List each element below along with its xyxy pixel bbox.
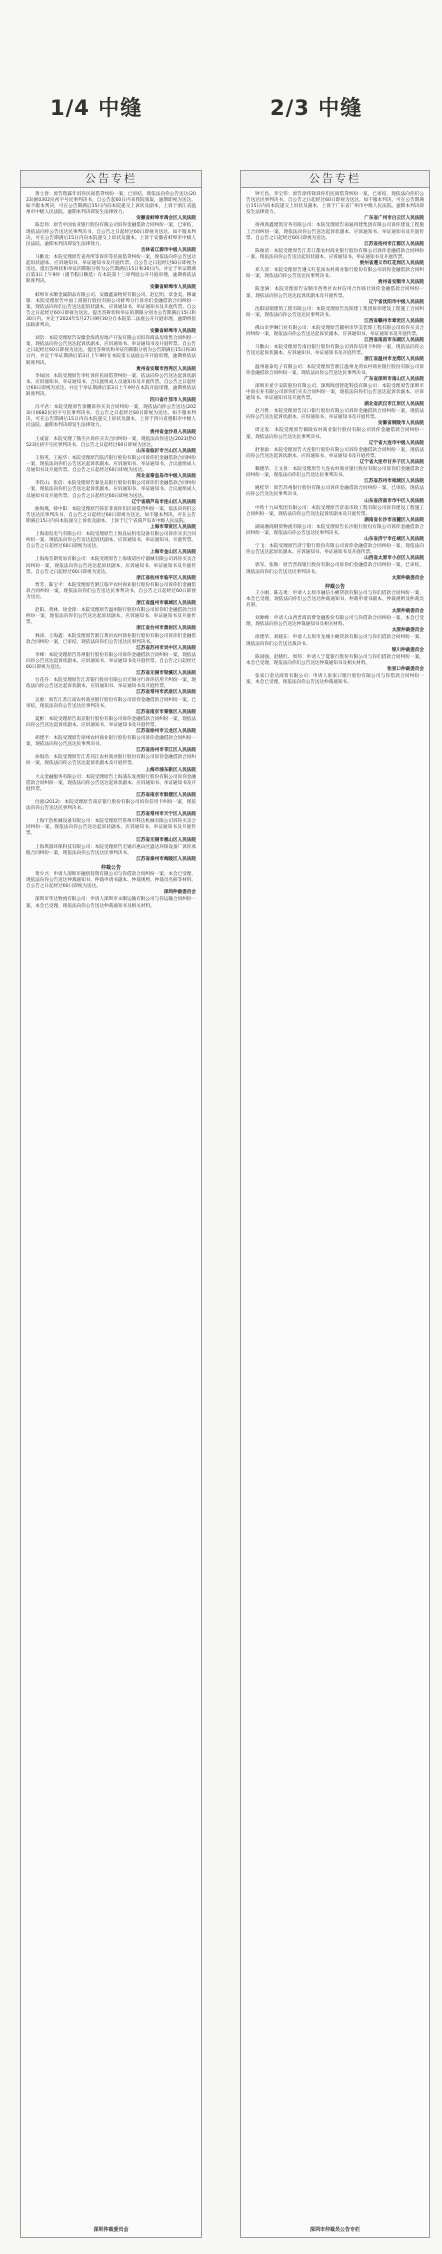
- notice-court-signature: 贵州省安顺市人民法院: [378, 280, 424, 286]
- notice-entry: 孙海浩：本院受理原告江苏邗江农村商业银行股份有限公司诉你金融借款合同纠纷一案，现依法向你公告送达起诉状副本及开庭传票。: [26, 755, 196, 767]
- notice-entry: 邓久清：本院受理原告遵义红花岗农村商业银行股份有限公司诉你金融借款合同纠纷一案，现依法向你公告送达民事判决书。: [246, 268, 424, 280]
- notice-entry: 徐建华、刘晓东：申请人太原市龙城小额贷款有限公司与你们借款合同纠纷一案，现依法向你们公告送达裁决书。: [246, 635, 424, 647]
- notice-court-signature: 贵州省安顺市西秀区人民法院: [136, 366, 196, 372]
- notice-entry: 扬州鸿鑫建筑劳务有限公司：本院受理原告南通四建集团有限公司诉你建设工程施工合同纠纷一案，现依法向你公告送达起诉状副本、应诉通知书、举证通知书及开庭传票。自公告之日起经过60日即视为送达。: [246, 223, 424, 241]
- notice-entry: 冯平君：本院受理原告余鹏诉你买卖合同纠纷一案，现依法向你公告送达(2023)川0682民初字号民事判决书，自公告之日起经过60日即视为送达。如不服本判决，可在公告期满后15日内向本院递交上诉状及副本，上诉于四川省德阳市中级人民法院。逾期本判决即发生法律效力。: [26, 405, 196, 429]
- arbitration-section-title: 仲裁公告: [324, 583, 345, 590]
- notice-court-signature: 山东省济宁市任城区人民法院: [364, 537, 424, 543]
- notice-court-signature: 江苏省南京市鼓楼区人民法院: [136, 792, 196, 798]
- notice-court-signature: 广东省广州市白云区人民法院: [364, 216, 424, 222]
- notice-court-signature: 上海市奉贤区人民法院: [150, 524, 196, 530]
- notice-court-signature: 江苏省南京市秦淮区人民法院: [136, 709, 196, 715]
- notice-court-signature: 山东省济南市市中区人民法院: [364, 498, 424, 504]
- notice-entry: 上海琪润环保科技有限公司：本院受理原告无锡市惠山区盛达环保设备厂诉你承揽合同纠纷一案，现依法向你公告送达民事判决书。: [26, 844, 196, 856]
- notice-entry: 蚌埠市永顺金属制品有限公司、安徽鑫泰物贸有限公司、赵亿明、章金美、穆诚银：本院受理原告中国工商银行股份有限公司蚌埠分行诉你们金融借款合同纠纷一案，现依法向你们公告送达起诉状副本、应诉通知书、举证通知书及开庭传票。自公告之日起经过60日即视为送达。提出答辩状和举证的期限分别为公告期满后15日和30日内。并定于2024年5月27日9时30分在本院第二法庭公开开庭审理，逾期将依法缺席判决。: [26, 292, 196, 328]
- notice-entry: 周定发：本院受理原告铜陵农村商业银行股份有限公司诉你金融借款合同纠纷一案，现依法向你公告送达民事判决书。: [246, 428, 424, 440]
- notice-entry: 马勤山：本院受理原告南昌银行股份有限公司诉你信用卡纠纷一案，现依法向你公告送达起诉状副本、应诉通知书、举证通知书及开庭传票。: [246, 345, 424, 357]
- notice-entry: 胡建平：本院受理原告徐州农村商业银行股份有限公司诉你金融借款合同纠纷一案，现依法向你公告送达民事判决书。: [26, 736, 196, 748]
- notice-entry: 上海宇浩机械设备有限公司：本院受理原告常州市科达机械有限公司诉你买卖合同纠纷一案，现依法向你公告送达起诉状副本、应诉通知书、举证通知书及开庭传票。: [26, 819, 196, 837]
- notice-court-signature: 江苏省苏州市相城区人民法院: [364, 479, 424, 485]
- notice-court-signature: 张家口仲裁委员会: [387, 666, 424, 672]
- right-notice-column: [240, 170, 430, 2238]
- notice-entry: 台花丹：本院受理原告江苏银行股份有限公司无锡分行诉你信用卡纠纷一案，现依法向你公告送达起诉状副本、应诉通知书、举证通知书及开庭传票。: [26, 678, 196, 690]
- notice-entry: 曲海燕、韩中阳：本院受理原告韩菲菲诉你们民间借贷纠纷一案，依法向你们公告送达民事判决书，自公告之日起经过60日即视为送达。如不服本判决，可在公告期满后15日内向本院递交上诉状及副本，上诉于辽宁省葫芦岛市中级人民法院。: [26, 506, 196, 524]
- notice-court-signature: 山西省太原市小店区人民法院: [364, 556, 424, 562]
- notice-entry: 舒春渝：本院受理原告大连银行股份有限公司诉你金融借款合同纠纷一案，现依法向你公告送达起诉状副本、应诉通知书、举证通知书及开庭传票。: [246, 447, 424, 459]
- notice-entry: 陈俊清：本院受理原告江苏江都农村商业银行股份有限公司诉你金融借款合同纠纷一案，现依法向你公告送达起诉状副本、应诉通知书、举证通知书及开庭传票。: [246, 248, 424, 260]
- notice-entry: 李峰：本院受理原告苏州银行股份有限公司诉你金融借款合同纠纷一案，现依法向你公告送达起诉状副本、应诉通知书、举证通知书及开庭传票。自公告之日起经过60日即视为送达。: [26, 652, 196, 671]
- notice-entry: 夏彬：本院受理原告南京银行股份有限公司诉你金融借款合同纠纷一案，现依法向你公告送达起诉状副本、应诉通知书、举证通知书及开庭传票。: [26, 716, 196, 728]
- notice-court-signature: 江西省赣州市章贡区人民法院: [364, 318, 424, 324]
- notice-court-signature: 湖北省武汉市江岸区人民法院: [364, 402, 424, 408]
- notice-court-signature: 山东省临沂市兰山区人民法院: [136, 448, 196, 454]
- notice-entry: 黄少兴：申请人深圳市融创投资有限公司与你借款合同纠纷一案，本会已受理，现依法向你公告送达仲裁通知书、仲裁申请书副本、仲裁规则、仲裁员名册等材料。自公告之日起经过60日即视为送达。: [26, 872, 196, 890]
- notice-entry: 佛山市伊琳门业有限公司：本院受理原告赣州市华美装饰工程有限公司诉你买卖合同纠纷一案，现依法向你公告送达起诉状副本、应诉通知书、举证通知书及开庭传票。: [246, 325, 424, 338]
- notice-entry: 陈国强、赵晓红、周伟：申请人宁夏银行股份有限公司与你们借款合同纠纷一案，本会已受理，现依法向你们公告送达仲裁通知书及相关材料。: [246, 654, 424, 666]
- notice-entry: 王成富：本院受理了熊丕兵诉你买卖合同纠纷一案，现依法向你送达(2023)黔0523民初字号民事判决书，自公告之日起经过60日即视为送达。: [26, 436, 196, 448]
- notice-entry: 李如国：本院受理原告李红诉你民间借贷纠纷一案，依法向你公告送达起诉状副本、应诉通知书、举证通知书、合议庭组成人员通知书及开庭传票。自公告之日起经过60日即视为送达。并定于举证期满后第3日上午9时在本院开庭审理，逾期将依法缺席判决。: [26, 373, 196, 397]
- notice-court-signature: 安徽省蚌埠市人民法院: [150, 285, 196, 291]
- notice-court-signature: 江苏省扬州市邗江区人民法院: [136, 748, 196, 754]
- notice-court-signature: 贵州省金沙县人民法院: [150, 429, 196, 435]
- notice-entry: 上海海杰斯贸易有限公司：本院受理原告上海康诺医疗器械有限公司诉你买卖合同纠纷一案，现依法向你公告送达起诉状副本、应诉通知书、举证通知书及开庭传票。自公告之日起经过60日即视为送达。: [26, 557, 196, 575]
- notice-entry: 黄立春：原告程霖年诉你民间借贷纠纷一案，已审结，现依法向你公告送达(2023)浙0302民初字号民事判决书，自公告起60日内来我院领取，逾期即视为送达。如不服本判决，可在公告期满后15日内向本院递交上诉状及副本，上诉于浙江省温州市中级人民法院。逾期本判决即发生法律效力。: [26, 192, 196, 216]
- notice-entry: 中铁十九局集团有限公司：本院受理原告济南市政工程有限公司诉你建设工程施工合同纠纷一案，现依法向你公告送达起诉状副本及开庭传票。: [246, 505, 424, 517]
- notice-entry: 付庭(2012)：本院受理原告南京银行股份有限公司诉你信用卡纠纷一案，现依法向你公告送达民事判决书。: [26, 800, 196, 812]
- notice-court-signature: 四川省什邡市人民法院: [150, 398, 196, 404]
- notice-entry: 王小刚、陈志勇：申请人太原市融信小额贷款有限公司与你们借款合同纠纷一案，本会已受理，现依法向你们公告送达仲裁通知书、仲裁申请书副本、仲裁规则及仲裁员名册。: [246, 590, 424, 608]
- left-column-body: [21, 188, 201, 914]
- notice-entry: 深圳市华达物流有限公司：申请人深圳市永顺运输有限公司与你运输合同纠纷一案，本会已受理，现依法向你公告送达仲裁通知书及相关材料。: [26, 897, 196, 909]
- right-gutter-label: 2/3 中缝: [270, 96, 363, 120]
- right-column-footer: 深圳市仲裁员公告专栏: [241, 2224, 429, 2233]
- notice-entry: 刘浩：本院受理原告安徽金海湾房地产开发有限公司诉你商品房预售合同纠纷一案，现依法向你公告送达起诉状副本、应诉通知书、举证通知书及开庭传票。自公告之日起经过60日即视为送达。提出答辩状和举证的期限分别为公告期满后15日和30日内，并定于举证期满后第3日上午9时在本院第五法庭公开开庭审理，逾期将依法缺席判决。: [26, 336, 196, 366]
- notice-entry: 陈金满：本院受理原告安顺市西秀区农村信用合作联社诉你金融借款合同纠纷一案，现依法向你公告送达起诉状副本及开庭传票。: [246, 287, 424, 299]
- notice-court-signature: 辽宁省大连市甘井子区人民法院: [359, 459, 424, 465]
- notice-court-signature: 太原仲裁委员会: [391, 609, 424, 615]
- notice-court-signature: 湖南省长沙市岳麓区人民法院: [364, 517, 424, 523]
- notice-court-signature: 江苏省徐州市云龙区人民法院: [136, 728, 196, 734]
- notice-entry: 上海南电电气有限公司：本院受理原告上海良辰机电设备有限公司诉你买卖合同纠纷一案，现依法向你公告送达起诉状副本、应诉通知书、举证通知书、开庭传票。自公告之日起经过60日即视为送达。: [26, 532, 196, 550]
- notice-entry: 湖南湘商钢贸物流有限公司：本院受理原告长沙银行股份有限公司诉你金融借款合同纠纷一案，现依法向你公告送达民事判决书。: [246, 524, 424, 536]
- notice-court-signature: 江苏省泰州市海陵区人民法院: [136, 856, 196, 862]
- notice-entry: 姚桂华：原告苏州银行股份有限公司诉你金融借款合同纠纷一案，已审结，现依法向你公告送达民事判决书。: [246, 486, 424, 498]
- left-notice-column: [20, 170, 202, 2238]
- notice-court-signature: 辽宁省沈阳市中级人民法院: [368, 299, 424, 305]
- notice-entry: 刘帅峰：申请人山西晋商消费金融股份有限公司与你借款合同纠纷一案，本会已受理，现依法向你公告送达仲裁通知书及相关材料。: [246, 616, 424, 628]
- notice-court-signature: 江苏省苏州市吴中区人民法院: [136, 645, 196, 651]
- notice-entry: 马勤龙：本院受理原告姜青所等诉你等民间借贷纠纷一案，现依法向你公告送达起诉状副本、应诉通知书、举证通知书及开庭传票。自公告之日起经过60日即视为送达。提出答辩状和举证的期限分别为公告期满后15日和30日内。并定于举证期满后第3日上午9时（遇节假日顺延）在本院第十三审判庭公开开庭审理，逾期将依法缺席判决。: [26, 254, 196, 285]
- notice-court-signature: 上海市金山区人民法院: [150, 550, 196, 556]
- notice-court-signature: 江苏省常州市天宁区人民法院: [136, 812, 196, 818]
- notice-court-signature: 安徽省铜陵市人民法院: [378, 421, 424, 427]
- notice-entry: 郭军、张勋：原告晋商银行股份有限公司诉你们金融借款合同纠纷一案，已审结，现依法向你们公告送达民事判决书。: [246, 563, 424, 575]
- notice-court-signature: 银川仲裁委员会: [391, 647, 424, 653]
- notice-entry: 宁飞：本院受理原告济宁银行股份有限公司诉你金融借款合同纠纷一案，现依法向你公告送达起诉状副本、应诉通知书、举证通知书及开庭传票。: [246, 544, 424, 556]
- notice-court-signature: 浙江省杭州市临平区人民法院: [136, 575, 196, 581]
- notice-court-signature: 吉林省辽源市中级人民法院: [140, 247, 196, 253]
- notice-entry: 张家口金达商贸有限公司：申请人张家口银行股份有限公司与你借款合同纠纷一案，本会已受理，现依法向你公告送达仲裁通知书。: [246, 674, 424, 686]
- notice-court-signature: 江苏省无锡市梁溪区人民法院: [136, 671, 196, 677]
- notice-entry: 林涛、王海鑫：本院受理原告浙江黄岩农村商业银行股份有限公司诉你们金融借款合同纠纷一案，已审结，现依法向你们公告送达民事判决书。: [26, 633, 196, 645]
- notice-entry: 大众金融服务有限公司：本院受理原告上海浦东发展银行股份有限公司诉你金融借款合同纠纷一案，现依法向你公告送达起诉状副本、应诉通知书、举证通知书及开庭传票。: [26, 774, 196, 792]
- notice-court-signature: 浙江省温州市鹿城区人民法院: [136, 601, 196, 607]
- notice-entry: 陈忠伟：原告中国农业银行股份有限公司诉你金融借款合同纠纷一案，已审结，现依法向你公告送达民事判决书，自公告之日起经过60日即视为送达。如不服本判决，可在公告期满后15日内向本院递交上诉状及副本，上诉于安徽省蚌埠市中级人民法院。逾期本判决即发生法律效力。: [26, 223, 196, 247]
- notice-court-signature: 太原仲裁委员会: [391, 628, 424, 634]
- notice-court-signature: 江苏省无锡市惠山区人民法院: [136, 837, 196, 843]
- notice-entry: 王海英、王振华：本院受理原告临沂银行股份有限公司诉你们金融借款合同纠纷一案，现依法向你们公告送达起诉状副本、应诉通知书、举证通知书、合议庭组成人员通知书及开庭传票。自公告之日起经过60日即视为送达。: [26, 455, 196, 474]
- notice-court-signature: 辽宁省葫芦岛市连山区人民法院: [131, 499, 196, 505]
- notice-entry: 吴惠：原告江苏江南农村商业银行股份有限公司诉你金融借款合同纠纷一案，已审结，现依法向你公告送达民事判决书。: [26, 697, 196, 709]
- notice-court-signature: 江西省南昌市东湖区人民法院: [364, 338, 424, 344]
- notice-court-signature: 贵州省遵义市红花岗区人民法院: [359, 261, 424, 267]
- notice-entry: 李钦山、张倍：本院受理原告秦皇岛银行股份有限公司诉你们金融借款合同纠纷一案，现依法向你们公告送达起诉状副本、应诉通知书、举证通知书、合议庭组成人员通知书及开庭传票。自公告之日起经过60日即视为送达。: [26, 481, 196, 499]
- notice-court-signature: 安徽省蚌埠市禹会区人民法院: [136, 216, 196, 222]
- right-column-header: 公告专栏: [241, 171, 429, 188]
- right-column-body: [241, 188, 429, 690]
- notice-court-signature: 太原仲裁委员会: [391, 575, 424, 581]
- notice-court-signature: 辽宁省大连市中级人民法院: [368, 440, 424, 446]
- notice-entry: 赵月胜：本院受理原告汉口银行股份有限公司诉你金融借款合同纠纷一案，现依法向你公告送达起诉状副本、应诉通知书、举证通知书及开庭传票。: [246, 409, 424, 421]
- notice-entry: 贾芳、陈宝平：本院受理原告浙江临平农村商业银行股份有限公司诉你们金融借款合同纠纷一案，现依法向你们公告送达民事判决书，自公告之日起经过60日即视为送达。: [26, 582, 196, 600]
- left-column-footer: 深圳仲裁委员会: [21, 2224, 201, 2233]
- arbitration-section-title: 仲裁公告: [100, 864, 121, 871]
- notice-entry: 赵阳、黄林、徐金锋：本院受理原告温州银行股份有限公司诉你们金融借款合同纠纷一案，现依法向你们公告送达起诉状副本、应诉通知书、举证通知书及开庭传票。: [26, 608, 196, 626]
- left-column-header: 公告专栏: [21, 171, 201, 188]
- notice-entry: 温州嘉泰电子有限公司：本院受理原告浙江温州龙湾农村商业银行股份有限公司诉你金融借款合同纠纷一案，现依法向你公告送达民事判决书。: [246, 364, 424, 376]
- notice-court-signature: 深圳仲裁委员会: [163, 890, 196, 896]
- notice-entry: 深圳市星宇安防股份有限公司、深圳海创智能科技有限公司：本院受理原告深圳市中南实业有限公司诉你们买卖合同纠纷一案，现依法向你们公告送达起诉状副本、应诉通知书、举证通知书及开庭传票。: [246, 383, 424, 401]
- left-gutter-label: 1/4 中缝: [50, 96, 143, 120]
- notice-court-signature: 浙江省台州市黄岩区人民法院: [136, 626, 196, 632]
- notice-court-signature: 广东省深圳市南山区人民法院: [364, 376, 424, 382]
- notice-court-signature: 浙江省温州市龙湾区人民法院: [364, 357, 424, 363]
- notice-entry: 赖德华、王文喜：本院受理原告大连农村商业银行股份有限公司诉你们金融借款合同纠纷一案，现依法向你们公告送达民事判决书。: [246, 467, 424, 479]
- notice-court-signature: 安徽省蚌埠市人民法院: [150, 329, 196, 335]
- notice-court-signature: 江苏省常州市武进区人民法院: [136, 690, 196, 696]
- notice-court-signature: 上海市浦东新区人民法院: [145, 767, 196, 773]
- notice-entry: 钟天昌、李宝伟：原告徐伟锋诉你们民间借贷纠纷一案，已审结，现依法向你们公告送达民事判决书，自公告之日起经过60日即视为送达。如不服本判决，可在公告期满后15日内向本院递交上诉状及副本，上诉于广东省广州市中级人民法院。逾期本判决即发生法律效力。: [246, 192, 424, 216]
- notice-entry: 沈阳国瑞建筑工程有限公司：本院受理原告沈阳建工集团诉你建设工程施工合同纠纷一案，现依法向你公告送达民事判决书。: [246, 306, 424, 318]
- notice-court-signature: 河北省秦皇岛市中级人民法院: [136, 474, 196, 480]
- notice-court-signature: 江苏省扬州市江都区人民法院: [364, 241, 424, 247]
